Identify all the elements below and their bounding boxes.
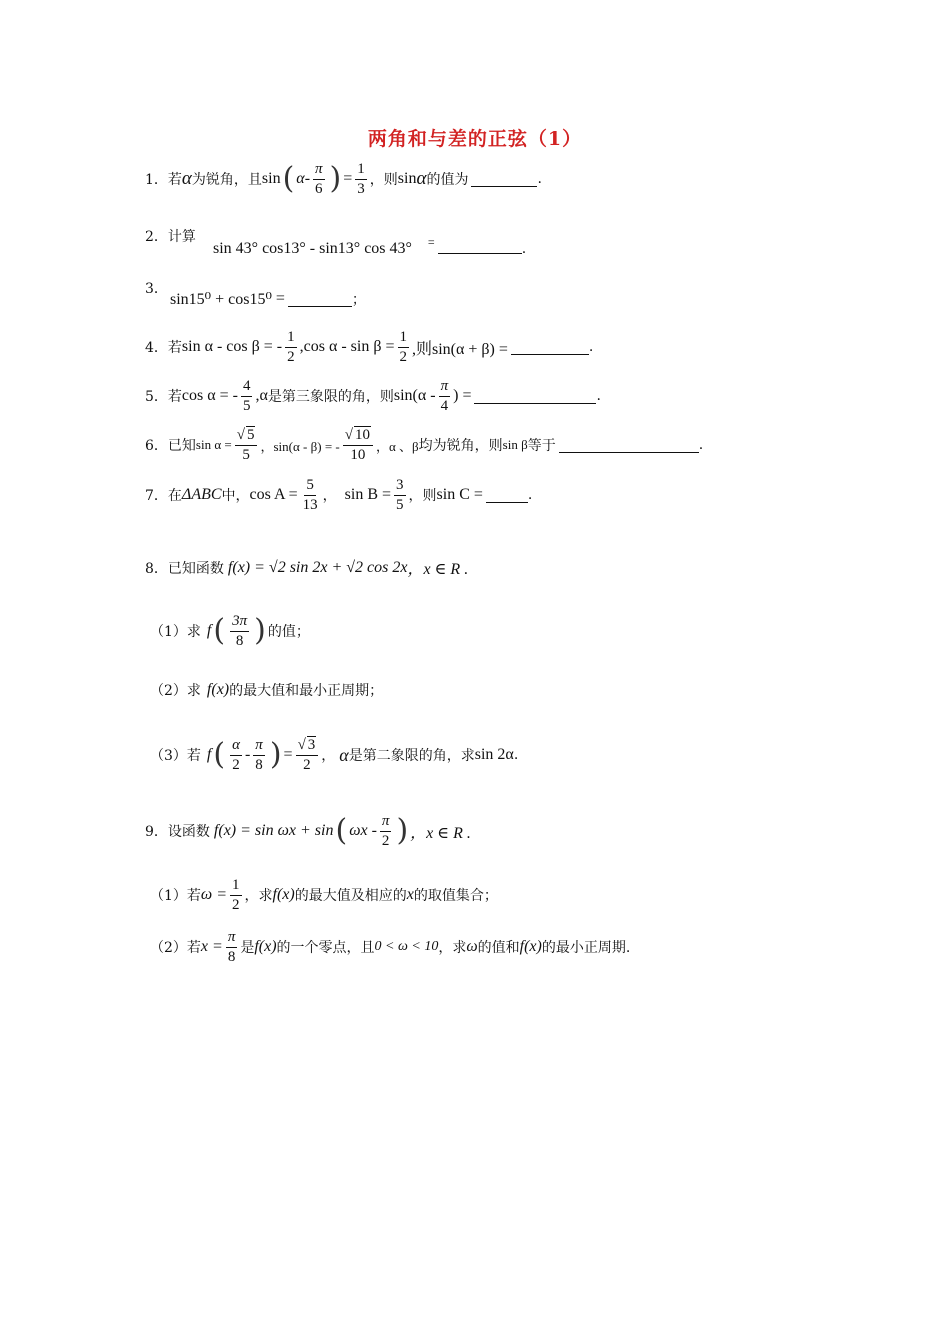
fraction: $\frac{\pi}{2}$ <box>381 813 390 849</box>
question-4: 4． 若 sin α - cos β = - $\frac{1}{2}$ ,cos α - sin β = $\frac{1}{2}$ ,则sin(α + β) = . <box>145 329 594 365</box>
answer-blank[interactable] <box>471 172 537 187</box>
fraction: $\frac{√ 5}{5}$ <box>235 426 258 465</box>
question-6: 6． 已知 sin α = $\frac{√ 5}{5}$ ，sin(α - β) = - $\frac{√ 10}{10}$ ，α 、β 均为锐角，则 sin β 等于 . <box>145 427 704 463</box>
question-3: 3． <box>145 281 168 297</box>
question-8-part-2: （2） 求 f(x) 的最大值和最小正周期； <box>150 681 384 699</box>
fraction: $\frac{√ 3}{2}$ <box>296 736 319 775</box>
fraction: $\frac{\pi}{6}$ <box>315 161 323 197</box>
answer-blank[interactable] <box>486 488 528 503</box>
fraction: $\frac{\pi}{8}$ <box>255 737 263 773</box>
fraction: $\frac{\pi}{4}$ <box>440 378 449 414</box>
fraction: $\frac{√ 10}{10}$ <box>343 426 373 465</box>
question-8: 8． 已知函数 f(x) = √2 sin 2x + √2 cos 2x ，x ∈ R . <box>145 558 469 578</box>
page-title: 两角和与差的正弦（1） <box>367 128 583 150</box>
answer-blank[interactable] <box>511 340 589 355</box>
fraction: $\frac{1}{2}$ <box>287 329 295 365</box>
fraction: $\frac{3}{5}$ <box>396 477 404 513</box>
question-5: 5． 若 cos α = - $\frac{4}{5}$ ,α 是第三象限的角，则 sin(α - $\frac{\pi}{4}$ ) = . <box>145 378 601 414</box>
fraction: $\frac{1}{2}$ <box>232 877 240 913</box>
fraction: $\frac{\alpha}{2}$ <box>232 737 240 773</box>
question-8-part-1: （1） 求 f ( $\frac{3\pi}{8}$ ) 的值； <box>150 613 310 649</box>
question-9: 9． 设函数 f(x) = sin ωx + sin ( ωx - $\frac{\pi}{2}$ ) ，x ∈ R . <box>145 813 471 849</box>
answer-blank[interactable] <box>438 239 522 254</box>
question-9-part-1: （1） 若 ω = $\frac{1}{2}$ ，求 f(x) 的最大值及相应的 x 的取值集合； <box>150 877 498 913</box>
question-2: 2． 计算 <box>145 229 196 245</box>
question-3-expression: sin15⁰ + cos15⁰ = ； <box>170 290 366 308</box>
question-7: 7． 在 ΔABC 中， cos A = $\frac{5}{13}$ ， sin B = $\frac{3}{5}$ ，则 sin C = . <box>145 477 533 513</box>
answer-blank[interactable] <box>474 389 596 404</box>
question-1: 1． 若 α 为锐角，且 sin ( α - $\frac{\pi}{6}$ ) = $\frac{1}{3}$ ，则 sin α 的值为 . <box>145 161 542 197</box>
answer-blank[interactable] <box>559 438 699 453</box>
fraction: $\frac{3\pi}{8}$ <box>232 613 248 649</box>
fraction: $\frac{\pi}{8}$ <box>227 929 236 965</box>
fraction: $\frac{5}{13}$ <box>302 477 318 513</box>
answer-blank[interactable] <box>288 292 352 307</box>
fraction: $\frac{1}{2}$ <box>399 329 407 365</box>
fraction: $\frac{4}{5}$ <box>242 378 251 414</box>
question-2-expression: sin 43° cos13° - sin13° cos 43° = . <box>213 234 527 257</box>
question-8-part-3: （3） 若 f ( $\frac{\alpha}{2}$ - $\frac{\pi}{8}$ ) = $\frac{√ 3}{2}$ ， α 是第二象限的角，求 sin 2α . <box>150 737 519 773</box>
fraction: $\frac{1}{3}$ <box>357 161 365 197</box>
question-9-part-2: （2） 若 x = $\frac{\pi}{8}$ 是 f(x) 的一个零点，且 0 < ω < 10 ，求 ω 的值和 f(x) 的最小正周期. <box>150 929 631 965</box>
